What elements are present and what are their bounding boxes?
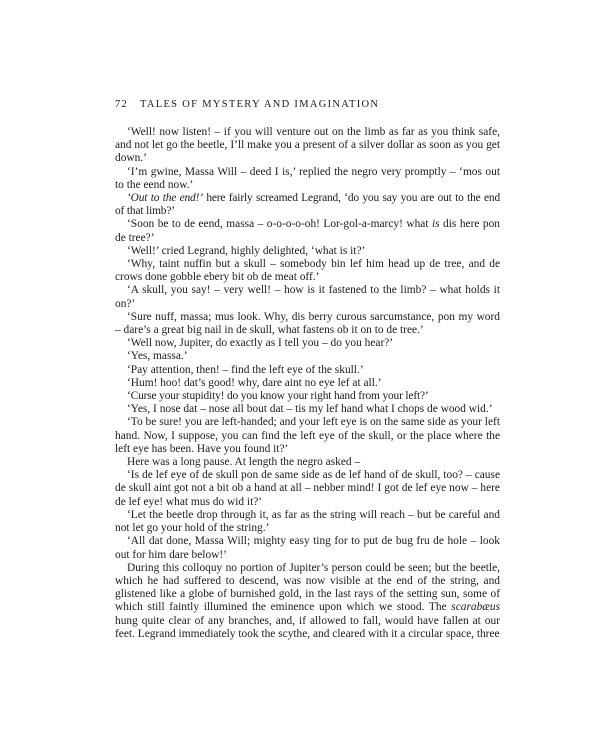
paragraph: Here was a long pause. At length the negro asked –	[127, 456, 361, 469]
page-number: 72	[115, 99, 129, 110]
paragraph: ‘Is de lef eye of de skull pon de same side as de lef hand of de skull, too? – cause de skull aint got not a bit ob a hand at all – nebber mind! I got de lef eye now – here de lef eye! what mus do wid it?’	[115, 469, 500, 508]
paragraph: ‘Yes, massa.’	[127, 350, 188, 363]
paragraph: ‘To be sure! you are left-handed; and your left eye is on the same side as your left hand. Now, I suppose, you can find the left eye of the skull, or the place where the left eye has been. Have you found it?’	[115, 416, 500, 455]
paragraph: ‘Well!’ cried Legrand, highly delighted, ‘what is it?’	[127, 244, 366, 257]
running-head	[115, 97, 500, 113]
paragraph: ‘Out to the end!’ here fairly screamed Legrand, ‘do you say you are out to the end of that limb?’	[115, 192, 500, 218]
paragraph: ‘A skull, you say! – very well! – how is it fastened to the limb? – what holds it on?’	[115, 284, 500, 310]
paragraph: ‘Sure nuff, massa; mus look. Why, dis berry curous sarcumstance, pon my word – dare’s a great big nail in de skull, what fastens ob it on to de tree.’	[115, 310, 500, 337]
italic-text: scarabæus	[451, 601, 500, 614]
paragraph: ‘Soon be to de eend, massa – o-o-o-o-oh! Lor-gol-a-marcy! what is dis here pon de tree?’	[115, 218, 500, 244]
running-title: TALES OF MYSTERY AND IMAGINATION	[140, 99, 380, 110]
paragraph: ‘Well now, Jupiter, do exactly as I tell you – do you hear?’	[127, 337, 394, 350]
paragraph: ‘Yes, I nose dat – nose all bout dat – tis my lef hand what I chops de wood wid.’	[127, 403, 493, 416]
paragraph: ‘Hum! hoo! dat’s good! why, dare aint no eye lef at all.’	[127, 376, 382, 389]
paragraph: ‘Curse your stupidity! do you know your right hand from your left?’	[127, 390, 429, 403]
paragraph: ‘Pay attention, then! – find the left eye of the skull.’	[127, 363, 364, 376]
paragraph: ‘Why, taint nuffin but a skull – somebody bin lef him head up de tree, and de crows done gobble ebery bit ob de meat off.’	[115, 258, 500, 284]
italic-text: is	[431, 218, 440, 231]
italic-text: ‘Out to the end!’	[127, 192, 203, 205]
paragraph: ‘Let the beetle drop through it, as far as the string will reach – but be careful and not let go your hold of the string.’	[115, 508, 500, 535]
paragraph: ‘I’m gwine, Massa Will – deed I is,’ replied the negro very promptly – ‘mos out to the eend now.’	[115, 165, 500, 191]
paragraph: During this colloquy no portion of Jupiter’s person could be seen; but the beetle, which he had suffered to descend, was now visible at the end of the string, and glistened like a globe of burnished gold, in the last rays of the setting sun, some of which still faintly illumined the eminence upon which we stood. The scarabæus hung quite clear of any branches, and, if allowed to fall, would have fallen at our feet. Legrand immediately took the scythe, and cleared with it a circular space, three	[115, 561, 500, 640]
paragraph: ‘Well! now listen! – if you will venture out on the limb as far as you think safe, and not let go the beetle, I’ll make you a present of a silver dollar as soon as you get down.’	[115, 126, 500, 165]
paragraph: ‘All dat done, Massa Will; mighty easy ting for to put de bug fru de hole – look out for him dare below!’	[115, 535, 500, 561]
body-text	[115, 126, 500, 641]
